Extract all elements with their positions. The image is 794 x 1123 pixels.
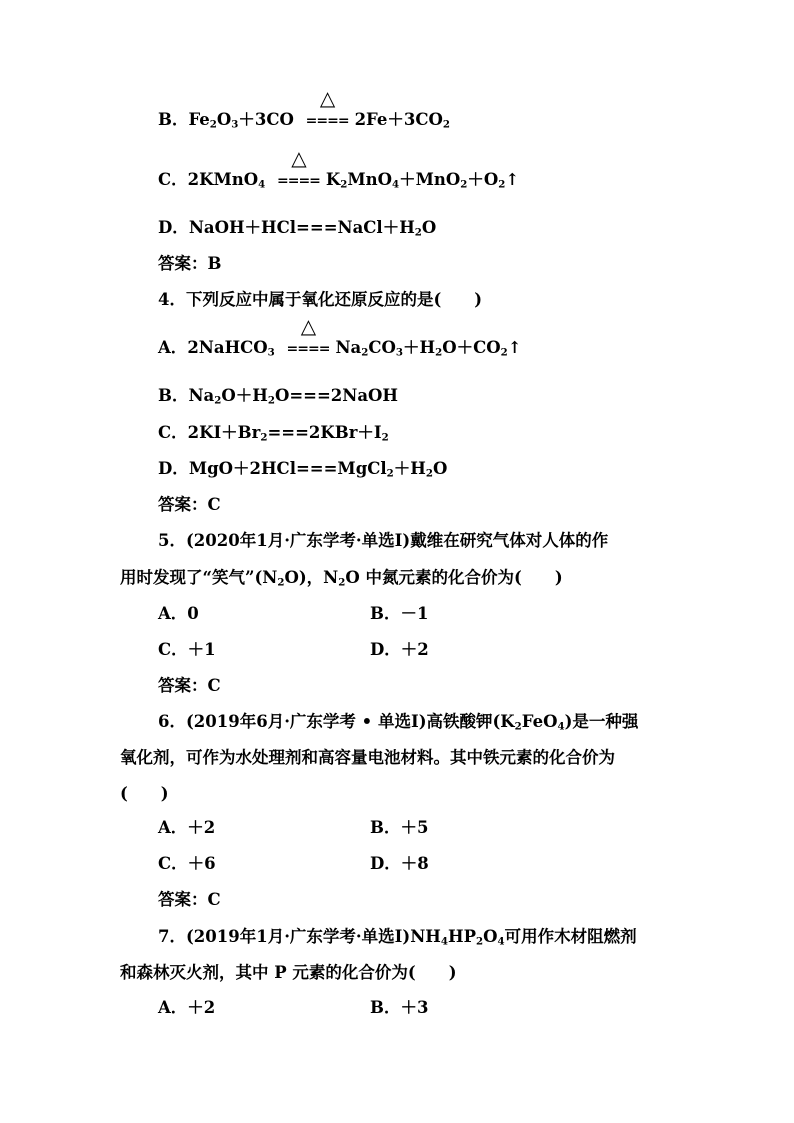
q7-option-b: B．＋3 bbox=[370, 998, 429, 1017]
triangle-icon: △ bbox=[300, 314, 316, 338]
q4-option-b: B．$Na_2O+H_2O===2NaOH$ bbox=[158, 386, 399, 407]
q6-options-row1 bbox=[158, 820, 558, 837]
question-7-stem-line1: 7．(2019年1月·广东学考·单选$Ⅰ)NH_4HP_2O_4$可用作木材阻燃剂 bbox=[158, 927, 637, 948]
q6-option-b: B．＋5 bbox=[370, 818, 429, 837]
answer-line: 答案：C bbox=[158, 676, 221, 695]
triangle-icon: △ bbox=[291, 146, 306, 170]
q5-options-row2 bbox=[158, 642, 558, 659]
q5-option-c: C．＋1 bbox=[158, 640, 216, 659]
q4-option-c: C．$2KI+Br_2===2KBr+I_2$ bbox=[158, 423, 389, 444]
q4-option-a: A．2NaHCO$_3$ △ ==== $Na_2CO_3+H_2O+CO_2↑$ bbox=[158, 314, 522, 359]
q7-option-a: A．＋2 bbox=[158, 998, 216, 1017]
answer-line: 答案：B bbox=[158, 254, 222, 273]
option-b-equation: B．$Fe_2O_3+3CO$ △ ==== $2Fe+3CO_2$ bbox=[158, 86, 450, 131]
q4-option-d: D．$MgO+2HCl===MgCl_2+H_2O$ bbox=[158, 459, 448, 480]
question-6-stem-line3: ( ) bbox=[120, 784, 169, 803]
q6-option-c: C．＋6 bbox=[158, 854, 216, 873]
q6-options-row2 bbox=[158, 856, 558, 873]
heating-condition: △ ==== bbox=[305, 86, 349, 129]
question-7-stem-line2: 和森林灭火剂，其中 P 元素的化合价为( ) bbox=[120, 963, 457, 982]
q6-option-d: D．＋8 bbox=[370, 854, 429, 873]
option-d-equation: D．$NaOH+HCl===NaCl+H_2O$ bbox=[158, 218, 437, 239]
heating-condition: △ ==== bbox=[286, 314, 330, 357]
q5-option-a: A．0 bbox=[158, 604, 199, 623]
heating-condition: △ ==== bbox=[276, 146, 320, 189]
q7-options-row1 bbox=[158, 1000, 558, 1017]
answer-line: 答案：C bbox=[158, 495, 221, 514]
triangle-icon: △ bbox=[319, 86, 335, 110]
gas-arrow-icon: ↑ bbox=[507, 338, 522, 357]
q5-option-b: B．－1 bbox=[370, 604, 429, 623]
question-5-stem-line1: 5．(2020年1月·广东学考·单选Ⅰ)戴维在研究气体对人体的作 bbox=[158, 531, 609, 550]
gas-arrow-icon: ↑ bbox=[505, 170, 520, 189]
q5-options-row1 bbox=[158, 606, 558, 623]
option-c-equation: C．2KMnO$_4$ △ ==== $K_2MnO_4+MnO_2+O_2↑$ bbox=[158, 146, 520, 191]
question-6-stem-line2: 氧化剂，可作为水处理剂和高容量电池材料。其中铁元素的化合价为 bbox=[120, 748, 615, 767]
q5-option-d: D．＋2 bbox=[370, 640, 429, 659]
q6-option-a: A．＋2 bbox=[158, 818, 216, 837]
question-5-stem-line2: 用时发现了“笑气$”(N_2O)$，$N_2O$ 中氮元素的化合价为( ) bbox=[120, 568, 563, 589]
question-4-stem: 4．下列反应中属于氧化还原反应的是( ) bbox=[158, 290, 483, 309]
answer-line: 答案：C bbox=[158, 890, 221, 909]
question-6-stem-line1: 6．(2019年6月·广东学考 • 单选Ⅰ)高铁酸钾$(K_2FeO_4)$是一种强 bbox=[158, 712, 639, 733]
